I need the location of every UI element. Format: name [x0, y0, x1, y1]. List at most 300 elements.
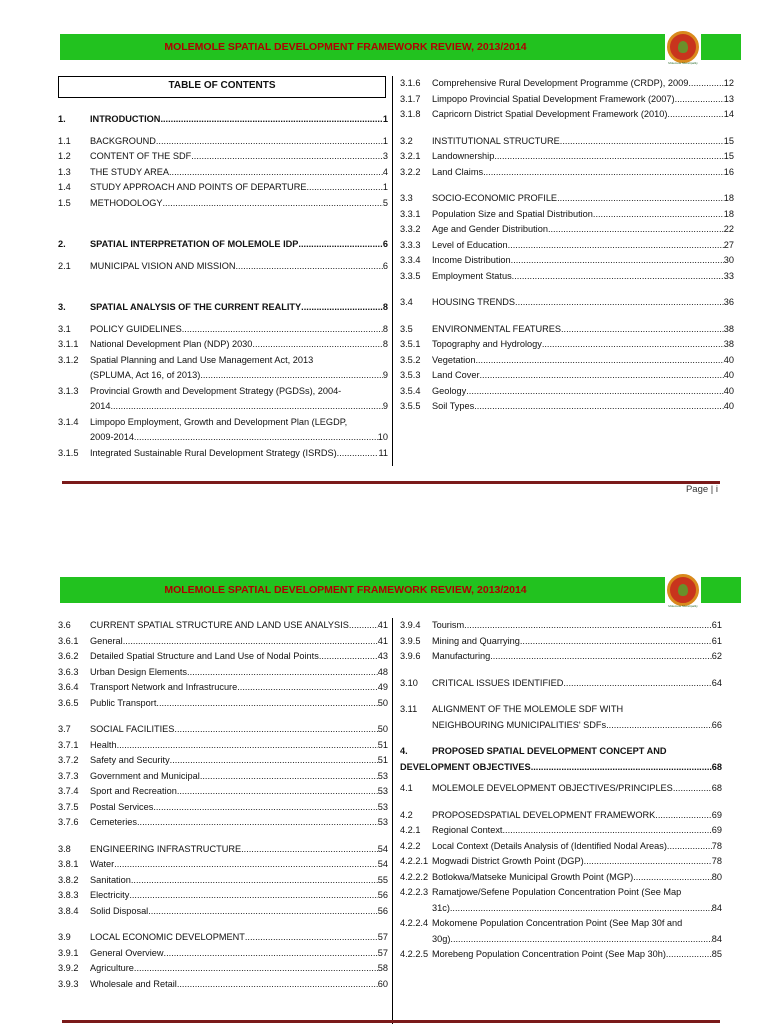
toc-entry[interactable] — [58, 977, 388, 993]
toc-page-1 — [0, 0, 768, 510]
toc-entry[interactable] — [58, 634, 388, 650]
toc-entry[interactable] — [400, 191, 734, 207]
municipality-logo — [665, 571, 701, 609]
toc-entry-page: 69 — [711, 809, 722, 820]
toc-page-2 — [0, 570, 768, 1024]
toc-entry-page: 66 — [711, 719, 722, 730]
toc-entry-page: 50 — [377, 697, 388, 708]
toc-entry[interactable] — [58, 696, 388, 712]
leader-dots — [301, 300, 383, 316]
header-banner — [60, 34, 741, 65]
toc-entry-title: MUNICIPAL VISION AND MISSION — [90, 260, 236, 271]
toc-entry-title: CRITICAL ISSUES IDENTIFIED — [432, 677, 564, 688]
toc-entry[interactable] — [58, 680, 388, 696]
leader-dots — [110, 399, 382, 415]
toc-entry[interactable] — [400, 702, 722, 733]
column-divider — [392, 76, 393, 466]
toc-entry-page: 53 — [377, 786, 388, 796]
toc-entry-page: 15 — [723, 151, 734, 161]
toc-entry-number: 4.2.2.4 — [400, 918, 429, 928]
toc-entry-title: BACKGROUND — [90, 135, 156, 146]
toc-entry-page: 12 — [723, 78, 734, 88]
toc-entry-title: Regional Context — [432, 825, 503, 835]
toc-entry[interactable] — [400, 649, 722, 665]
toc-entry-number: 3. — [58, 302, 66, 312]
toc-entry-page: 61 — [711, 635, 722, 646]
leader-dots — [153, 800, 377, 816]
leader-dots — [337, 446, 379, 462]
toc-entry[interactable] — [58, 322, 388, 338]
toc-entry-title: CURRENT SPATIAL STRUCTURE AND LAND USE ANALYSIS — [90, 620, 349, 630]
toc-entry-number: 2. — [58, 239, 66, 249]
toc-entry-number: 3.9 — [58, 932, 71, 942]
leader-dots — [606, 718, 712, 734]
toc-entry-page: 58 — [377, 963, 388, 973]
toc-entry-page: 85 — [711, 949, 722, 959]
toc-entry-page: 60 — [377, 978, 388, 989]
leader-dots — [131, 873, 378, 889]
toc-entry-page: 1 — [382, 182, 388, 192]
toc-entry-number: 3.8 — [58, 843, 71, 854]
leader-dots — [169, 165, 383, 181]
leader-dots — [123, 634, 378, 650]
toc-entry[interactable] — [400, 322, 734, 338]
toc-entry[interactable] — [400, 808, 722, 824]
toc-entry-title: Government and Municipal — [90, 770, 200, 781]
toc-entry[interactable] — [400, 253, 734, 269]
leader-dots — [200, 769, 378, 785]
toc-entry-title: Agriculture — [90, 963, 134, 973]
toc-entry[interactable] — [58, 857, 388, 873]
toc-entry-page: 27 — [723, 239, 734, 250]
toc-entry-number: 3.8.4 — [58, 905, 79, 916]
toc-entry[interactable] — [400, 399, 734, 415]
leader-dots — [502, 823, 711, 839]
toc-entry[interactable] — [400, 222, 734, 238]
toc-entry[interactable] — [58, 149, 388, 165]
leader-dots — [450, 932, 711, 948]
toc-entry-title: Comprehensive Rural Development Programme (CRDP), 2009 — [432, 78, 689, 88]
toc-entry-number: 3.6.4 — [58, 682, 79, 692]
toc-entry-title: PROPOSEDSPATIAL DEVELOPMENT FRAMEWORK — [432, 809, 656, 820]
toc-entry[interactable] — [400, 823, 722, 839]
toc-entry-title: Morebeng Population Concentration Point (See Map 30h) — [432, 949, 666, 959]
toc-entry[interactable] — [400, 92, 734, 108]
toc-entry-title: Wholesale and Retail — [90, 978, 177, 989]
toc-entry-page: 10 — [377, 432, 388, 442]
leader-dots — [237, 680, 378, 696]
toc-entry-number: 2.1 — [58, 260, 71, 271]
leader-dots — [593, 207, 724, 223]
toc-entry-number: 1. — [58, 114, 66, 124]
toc-entry-number: 4.2.2 — [400, 840, 421, 851]
toc-entry-page: 13 — [723, 93, 734, 104]
toc-entry-number: 3.7 — [58, 724, 71, 734]
toc-entry[interactable] — [58, 769, 388, 785]
toc-entry-title: Electricity — [90, 890, 130, 900]
spacer — [400, 665, 722, 676]
toc-entry-page: 68 — [711, 783, 722, 793]
toc-entry[interactable] — [58, 300, 388, 316]
toc-entry[interactable] — [58, 753, 388, 769]
leader-dots — [480, 368, 724, 384]
toc-entry[interactable] — [58, 722, 388, 738]
toc-entry[interactable] — [400, 149, 734, 165]
toc-entry-number: 4. — [400, 746, 408, 756]
toc-entry-number: 3.6.5 — [58, 697, 79, 708]
leader-dots — [306, 180, 382, 196]
toc-entry-title: Spatial Planning and Land Use Management Act, 2013 — [90, 354, 314, 365]
toc-title: TABLE OF CONTENTS — [58, 76, 386, 98]
leader-dots — [156, 134, 383, 150]
toc-entry-page: 64 — [711, 677, 722, 688]
toc-entry[interactable] — [58, 196, 388, 212]
municipality-logo — [665, 28, 701, 66]
toc-entry[interactable] — [400, 165, 734, 181]
leader-dots — [508, 238, 724, 254]
toc-entry-page: 57 — [377, 932, 388, 942]
toc-entry-number: 3.3.5 — [400, 270, 421, 281]
toc-entry-number: 3.1.1 — [58, 339, 79, 349]
leader-dots — [542, 337, 724, 353]
toc-entry-title-continued: 2014 — [90, 401, 111, 411]
toc-entry[interactable] — [58, 873, 388, 889]
spacer — [400, 311, 734, 322]
toc-entry[interactable] — [400, 676, 722, 692]
toc-entry[interactable] — [400, 134, 734, 150]
spacer — [58, 274, 388, 300]
toc-entry[interactable] — [58, 961, 388, 977]
leader-dots — [170, 753, 378, 769]
toc-entry-title: General — [90, 635, 123, 646]
spacer — [400, 797, 722, 808]
toc-entry[interactable] — [400, 238, 734, 254]
toc-entry-title: Public Transport — [90, 697, 157, 708]
toc-entry-number: 3.5.2 — [400, 354, 421, 365]
column-divider — [392, 618, 393, 1024]
header-title: MOLEMOLE SPATIAL DEVELOPMENT FRAMEWORK REVIEW, 2013/2014 — [164, 584, 527, 596]
toc-entry-page: 43 — [377, 651, 388, 661]
toc-entry-number: 3.8.1 — [58, 859, 79, 869]
toc-entry[interactable] — [58, 180, 388, 196]
toc-entry[interactable] — [58, 165, 388, 181]
toc-entry-title: Landownership — [432, 151, 495, 161]
leader-dots — [688, 76, 723, 92]
toc-entry[interactable] — [58, 353, 388, 384]
toc-entry-number: 3.5.1 — [400, 339, 421, 349]
toc-entry-page: 40 — [723, 370, 734, 380]
toc-entry-title: SPATIAL ANALYSIS OF THE CURRENT REALITY — [90, 302, 302, 312]
spacer — [58, 211, 388, 237]
leader-dots — [163, 196, 383, 212]
toc-entry[interactable] — [58, 259, 388, 275]
toc-entry-number: 4.2.2.1 — [400, 856, 429, 866]
toc-entry[interactable] — [400, 947, 722, 963]
toc-entry-number: 4.2.2.2 — [400, 871, 429, 882]
spacer — [58, 831, 388, 842]
toc-entry-title: Soil Types — [432, 401, 475, 411]
toc-entry-title: ENVIRONMENTAL FEATURES — [432, 323, 561, 334]
toc-entry-title: Manufacturing — [432, 651, 491, 661]
toc-entry-number: 4.2 — [400, 809, 413, 820]
toc-entry-number: 3.7.4 — [58, 786, 79, 796]
toc-entry-number: 3.6.1 — [58, 635, 79, 646]
toc-entry-title: Health — [90, 739, 117, 750]
toc-entry-page: 50 — [377, 724, 388, 734]
leader-dots — [177, 784, 378, 800]
toc-entry[interactable] — [58, 415, 388, 446]
toc-entry-page: 55 — [377, 874, 388, 885]
toc-entry-title: Urban Design Elements — [90, 666, 188, 677]
toc-entry-page: 6 — [382, 239, 388, 249]
toc-entry[interactable] — [58, 784, 388, 800]
toc-entry[interactable] — [58, 446, 388, 462]
toc-entry-number: 3.3.1 — [400, 208, 421, 219]
toc-entry-title: Limpopo Provincial Spatial Development Framework (2007) — [432, 93, 675, 104]
leader-dots — [200, 368, 383, 384]
leader-dots — [174, 722, 377, 738]
spacer — [400, 691, 722, 702]
toc-entry[interactable] — [58, 738, 388, 754]
toc-entry[interactable] — [58, 946, 388, 962]
toc-left-column — [58, 76, 388, 461]
leader-dots — [134, 961, 378, 977]
toc-entry-number: 3.1.5 — [58, 447, 79, 458]
toc-entry-title: Ramatjowe/Sefene Population Concentration Point (See Map — [432, 887, 682, 897]
toc-entry[interactable] — [400, 107, 734, 123]
toc-entry-page: 41 — [377, 620, 388, 630]
toc-entry[interactable] — [400, 295, 734, 311]
leader-dots — [252, 337, 382, 353]
toc-entry[interactable] — [400, 207, 734, 223]
leader-dots — [560, 134, 724, 150]
leader-dots — [182, 322, 383, 338]
toc-entry[interactable] — [400, 744, 722, 775]
toc-entry-title: Tourism — [432, 620, 465, 630]
leader-dots — [655, 808, 712, 824]
toc-entry[interactable] — [58, 237, 388, 253]
toc-entry-title: ALIGNMENT OF THE MOLEMOLE SDF WITH — [432, 704, 624, 714]
leader-dots — [137, 430, 378, 446]
leader-dots — [584, 854, 712, 870]
leader-dots — [137, 815, 378, 831]
toc-entry[interactable] — [58, 649, 388, 665]
leader-dots — [160, 112, 382, 128]
toc-entry-page: 38 — [723, 339, 734, 349]
toc-entry[interactable] — [400, 337, 734, 353]
toc-entry-page: 51 — [377, 755, 388, 765]
toc-entry-page: 51 — [377, 739, 388, 750]
toc-entry[interactable] — [58, 904, 388, 920]
leader-dots — [319, 649, 378, 665]
toc-entry-number: 4.2.2.5 — [400, 949, 429, 959]
toc-entry-title: Provincial Growth and Development Strategy (PGDSs), 2004- — [90, 385, 342, 396]
leader-dots — [129, 888, 377, 904]
leader-dots — [515, 295, 724, 311]
toc-entry-page: 16 — [723, 166, 734, 177]
leader-dots — [466, 384, 724, 400]
toc-entry-page: 54 — [377, 843, 388, 854]
toc-entry[interactable] — [400, 885, 722, 916]
leader-dots — [667, 839, 712, 855]
toc-entry-number: 3.6 — [58, 620, 71, 630]
toc-entry-page: 57 — [377, 947, 388, 958]
toc-entry-number: 3.9.1 — [58, 947, 79, 958]
toc-entry-page: 36 — [723, 297, 734, 307]
spacer — [400, 733, 722, 744]
toc-entry-number: 3.2.2 — [400, 166, 421, 177]
toc-entry[interactable] — [400, 618, 722, 634]
toc-entry[interactable] — [400, 368, 734, 384]
toc-entry-number: 4.1 — [400, 783, 413, 793]
toc-entry-title: Mokomene Population Concentration Point (See Map 30f and — [432, 918, 683, 928]
toc-entry-title: Safety and Security — [90, 755, 170, 765]
toc-entry[interactable] — [400, 839, 722, 855]
toc-entry-number: 3.1.2 — [58, 354, 79, 365]
toc-entry-number: 3.11 — [400, 704, 418, 714]
toc-entry[interactable] — [58, 665, 388, 681]
toc-entry[interactable] — [400, 353, 734, 369]
leader-dots — [177, 977, 378, 993]
toc-entry-title: Mogwadi District Growth Point (DGP) — [432, 856, 584, 866]
toc-entry[interactable] — [58, 842, 388, 858]
toc-entry-title: Population Size and Spatial Distribution — [432, 208, 593, 219]
leader-dots — [148, 904, 378, 920]
toc-entry[interactable] — [58, 618, 388, 634]
toc-entry-number: 4.2.1 — [400, 825, 421, 835]
toc-entry[interactable] — [58, 384, 388, 415]
toc-entry-number: 3.3.4 — [400, 255, 421, 265]
toc-entry-page: 8 — [382, 339, 388, 349]
toc-entry[interactable] — [400, 76, 734, 92]
toc-entry-page: 38 — [723, 323, 734, 334]
toc-entry-title: Income Distribution — [432, 255, 511, 265]
leader-dots — [164, 946, 378, 962]
toc-entry-number: 3.10 — [400, 677, 418, 688]
toc-entry-number: 3.9.3 — [58, 978, 79, 989]
toc-entry-number: 3.5.3 — [400, 370, 421, 380]
toc-entry-title: Mining and Quarrying — [432, 635, 520, 646]
toc-entry-number: 3.7.1 — [58, 739, 79, 750]
toc-entry-page: 68 — [711, 761, 722, 772]
toc-entry[interactable] — [58, 337, 388, 353]
toc-entry-page: 69 — [711, 825, 722, 835]
toc-entry-number: 3.1 — [58, 323, 71, 334]
toc-entry[interactable] — [400, 781, 722, 797]
toc-entry[interactable] — [400, 384, 734, 400]
leader-dots — [298, 237, 382, 253]
toc-entry-title: Transport Network and Infrastrucure — [90, 682, 238, 692]
toc-entry-page: 40 — [723, 354, 734, 365]
toc-entry-number: 1.2 — [58, 151, 71, 161]
leader-dots — [563, 676, 711, 692]
toc-entry-page: 78 — [711, 856, 722, 866]
toc-entry[interactable] — [58, 888, 388, 904]
toc-entry-title: CONTENT OF THE SDF — [90, 151, 192, 161]
toc-entry-page: 14 — [723, 109, 734, 119]
toc-entry-number: 3.8.2 — [58, 874, 79, 885]
leader-dots — [114, 857, 378, 873]
toc-entry-page: 9 — [382, 401, 388, 411]
toc-entry-number: 3.5.5 — [400, 401, 421, 411]
leader-dots — [349, 618, 378, 634]
toc-entry-number: 3.3 — [400, 193, 413, 203]
toc-entry-title: POLICY GUIDELINES — [90, 323, 182, 334]
toc-entry-number: 3.5 — [400, 323, 413, 334]
toc-entry-page: 41 — [377, 635, 388, 646]
toc-entry-number: 3.1.4 — [58, 416, 79, 427]
leader-dots — [548, 222, 724, 238]
toc-entry-number: 3.7.3 — [58, 770, 79, 781]
toc-entry-page: 53 — [377, 770, 388, 781]
toc-entry-page: 84 — [711, 933, 722, 944]
toc-entry-page: 33 — [723, 270, 734, 281]
leader-dots — [531, 760, 712, 776]
spacer — [58, 711, 388, 722]
toc-entry-page: 9 — [382, 370, 388, 380]
toc-entry-title: Detailed Spatial Structure and Land Use of Nodal Points — [90, 651, 319, 661]
leader-dots — [450, 901, 712, 917]
toc-entry-title: Land Cover — [432, 370, 480, 380]
leader-dots — [191, 149, 383, 165]
toc-entry-page: 18 — [723, 208, 734, 219]
spacer — [400, 123, 734, 134]
toc-entry-page: 84 — [711, 902, 722, 913]
toc-entry-number: 3.5.4 — [400, 385, 421, 396]
toc-right-column — [400, 76, 734, 415]
toc-entry[interactable] — [400, 870, 722, 886]
toc-entry-title: SPATIAL INTERPRETATION OF MOLEMOLE IDP — [90, 239, 299, 249]
leader-dots — [494, 149, 723, 165]
leader-dots — [241, 842, 378, 858]
toc-entry[interactable] — [58, 112, 388, 128]
toc-entry-title: Water — [90, 859, 115, 869]
toc-entry-number: 3.3.2 — [400, 224, 421, 234]
toc-entry[interactable] — [58, 800, 388, 816]
toc-entry-page: 80 — [711, 871, 722, 882]
toc-entry[interactable] — [400, 854, 722, 870]
leader-dots — [474, 399, 724, 415]
toc-entry[interactable] — [400, 916, 722, 947]
spacer — [400, 180, 734, 191]
toc-entry[interactable] — [400, 269, 734, 285]
toc-entry-title: Cemeteries — [90, 817, 137, 827]
toc-entry-title: Local Context (Details Analysis of (Identified Nodal Areas) — [432, 840, 667, 851]
toc-entry[interactable] — [58, 930, 388, 946]
toc-entry-number: 3.6.2 — [58, 651, 79, 661]
leader-dots — [464, 618, 712, 634]
toc-entry-title-continued: NEIGHBOURING MUNICIPALITIES' SDFs — [432, 719, 607, 730]
toc-entry-page: 4 — [382, 166, 388, 177]
toc-entry[interactable] — [400, 634, 722, 650]
leader-dots — [490, 649, 712, 665]
toc-entry-title: Capricorn District Spatial Development Framework (2010) — [432, 109, 668, 119]
toc-entry-title: SOCIO-ECONOMIC PROFILE — [432, 193, 558, 203]
toc-entry-page: 40 — [723, 385, 734, 396]
toc-entry[interactable] — [58, 815, 388, 831]
toc-entry-number: 3.9.6 — [400, 651, 421, 661]
leader-dots — [483, 165, 724, 181]
toc-entry-page: 30 — [723, 255, 734, 265]
leader-dots — [561, 322, 724, 338]
toc-entry-number: 1.4 — [58, 182, 71, 192]
toc-entry-title: General Overview — [90, 947, 164, 958]
toc-entry-page: 11 — [378, 447, 388, 458]
toc-entry-title-continued: 31c) — [432, 902, 450, 913]
leader-dots — [187, 665, 378, 681]
toc-entry[interactable] — [58, 134, 388, 150]
header-title: MOLEMOLE SPATIAL DEVELOPMENT FRAMEWORK REVIEW, 2013/2014 — [164, 41, 527, 53]
